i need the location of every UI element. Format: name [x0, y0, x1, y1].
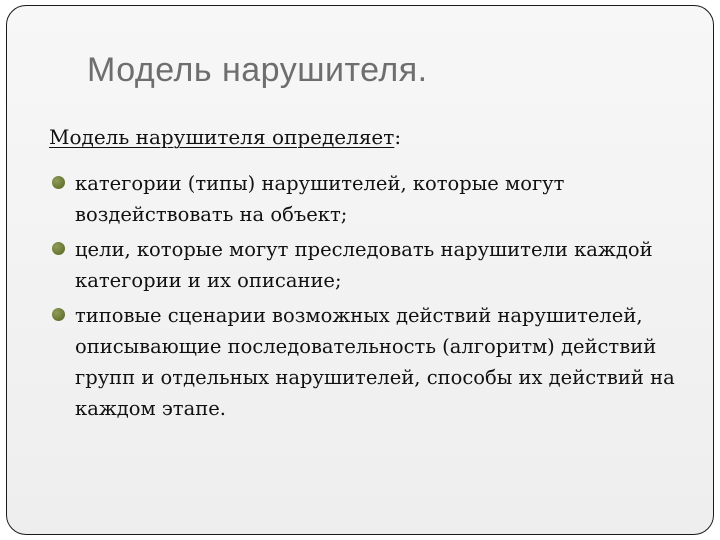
intro-line — [49, 124, 401, 150]
bullet-item — [49, 300, 709, 424]
bullet-item — [49, 168, 709, 230]
bullet-text: категории (типы) нарушителей, которые могут воздействовать на объект; — [75, 172, 565, 226]
slide-frame — [6, 5, 714, 535]
bullet-text: цели, которые могут преследовать нарушители каждой категории и их описание; — [75, 238, 653, 292]
bullet-dot-icon — [52, 242, 65, 255]
intro-suffix: : — [394, 125, 402, 149]
bullet-item — [49, 234, 709, 296]
bullet-text: типовые сценарии возможных действий нарушителей, описывающие последовательность (алгоритм) действий групп и отдельных нарушителей, способы их действий на каждом этапе. — [75, 304, 675, 420]
bullet-dot-icon — [52, 176, 65, 189]
bullet-dot-icon — [52, 308, 65, 321]
bullet-list — [49, 168, 709, 428]
intro-underlined-text: Модель нарушителя определяет — [49, 125, 395, 149]
slide-title: Модель нарушителя. — [87, 51, 428, 89]
